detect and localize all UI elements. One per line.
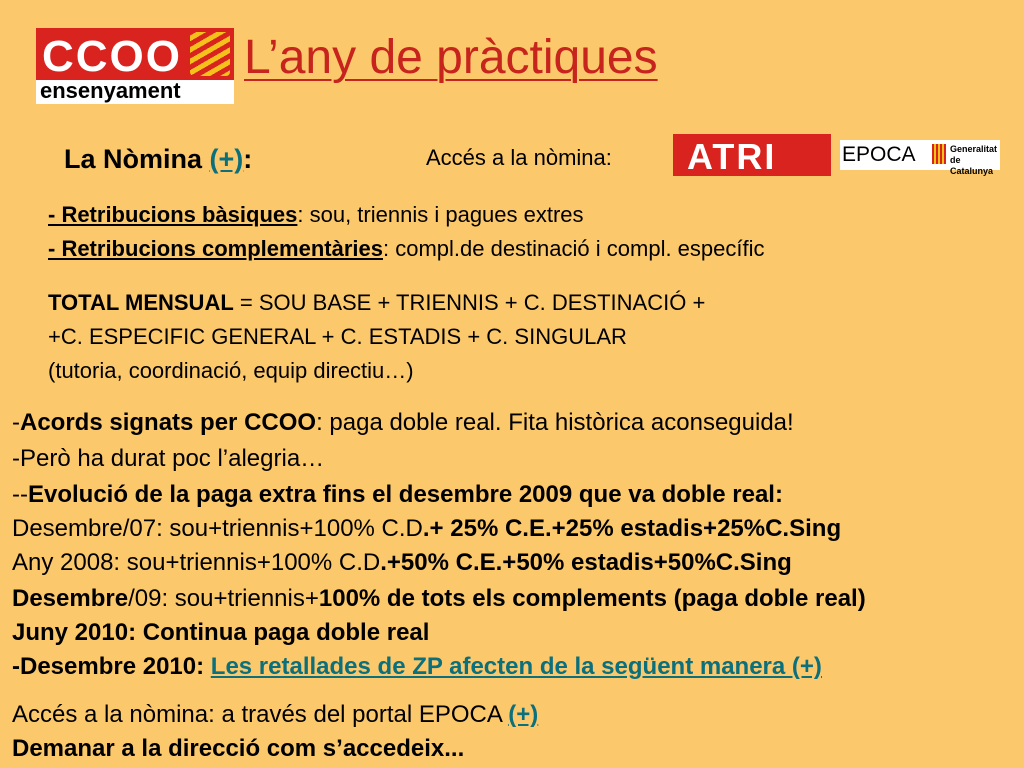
total-line-2: +C. ESPECIFIC GENERAL + C. ESTADIS + C. SINGULAR [48,324,627,349]
desembre09-line [12,585,1024,613]
evolucio-dash: -- [12,481,28,508]
acces-epoca-line [12,701,538,729]
acords-rest: : paga doble real. Fita històrica aconseguida! [316,409,794,436]
logo-subtitle: ensenyament [40,78,181,103]
generalitat-text: Generalitat de Catalunya [950,144,998,176]
desembre2010-line [12,653,822,681]
access-label: Accés a la nòmina: [426,145,612,170]
any2008-bold: .+50% C.E.+50% estadis+50%C.Sing [380,549,792,576]
generalitat-seal-icon [932,144,946,164]
desembre09-b2: 100% de tots els complements (paga doble real) [318,585,866,612]
acords-dash: - [12,409,20,436]
acces-epoca-text: Accés a la nòmina: a través del portal EPOCA [12,701,509,728]
alegria-line: -Però ha durat poc l’alegria… [12,445,325,472]
desembre2010-bold: -Desembre 2010: [12,653,211,680]
epoca-more-link[interactable]: (+) [508,701,539,728]
catalan-flag-icon [190,32,230,76]
nomina-more-link[interactable]: (+) [209,144,244,174]
page-title: L’any de pràctiques [244,31,658,84]
desembre07-line [12,515,841,543]
retrib-complementaries-text: : compl.de destinació i compl. específic [382,236,765,261]
epoca-logo-link[interactable] [840,140,1000,176]
logo-letters: CCOO [42,32,182,81]
retrib-basiques [48,202,584,228]
retallades-link[interactable]: Les retallades de ZP afecten de la següent manera (+) [210,653,822,680]
evolucio-line [12,481,783,509]
retrib-basiques-text: : sou, triennis i pagues extres [297,202,584,227]
desembre09-n2: : sou+triennis+ [161,585,319,612]
desembre07-normal: Desembre/07: sou+triennis+100% C.D [12,515,423,542]
total-line-1 [48,290,705,316]
any2008-line [12,549,792,577]
juny2010-line: Juny 2010: Continua paga doble real [12,619,430,646]
desembre09-n1: /09 [128,585,162,612]
retrib-complementaries-title: - Retribucions complementàries [48,236,383,261]
acords-line [12,409,794,437]
nomina-heading [64,144,252,175]
demanar-line: Demanar a la direcció com s’accedeix... [12,735,465,762]
any2008-normal: Any 2008: sou+triennis+100% C.D [12,549,381,576]
acords-bold: Acords signats per CCOO [20,409,317,436]
desembre07-bold: .+ 25% C.E.+25% estadis+25%C.Sing [422,515,842,542]
ccoo-logo [36,28,234,104]
total-formula-1: = SOU BASE + TRIENNIS + C. DESTINACIÓ + [233,290,706,315]
nomina-colon: : [243,144,253,174]
epoca-logo-text: EPOCA [842,143,916,166]
retrib-complementaries [48,236,765,262]
total-label: TOTAL MENSUAL [48,290,234,315]
total-line-3: (tutoria, coordinació, equip directiu…) [48,358,414,383]
atri-logo-text: ATRI [687,136,777,177]
nomina-label: La Nòmina [64,144,210,174]
desembre09-b1: Desembre [12,585,129,612]
retrib-basiques-title: - Retribucions bàsiques [48,202,298,227]
evolucio-bold: Evolució de la paga extra fins el desembre 2009 que va doble real: [27,481,783,508]
atri-logo-link[interactable] [673,134,831,176]
